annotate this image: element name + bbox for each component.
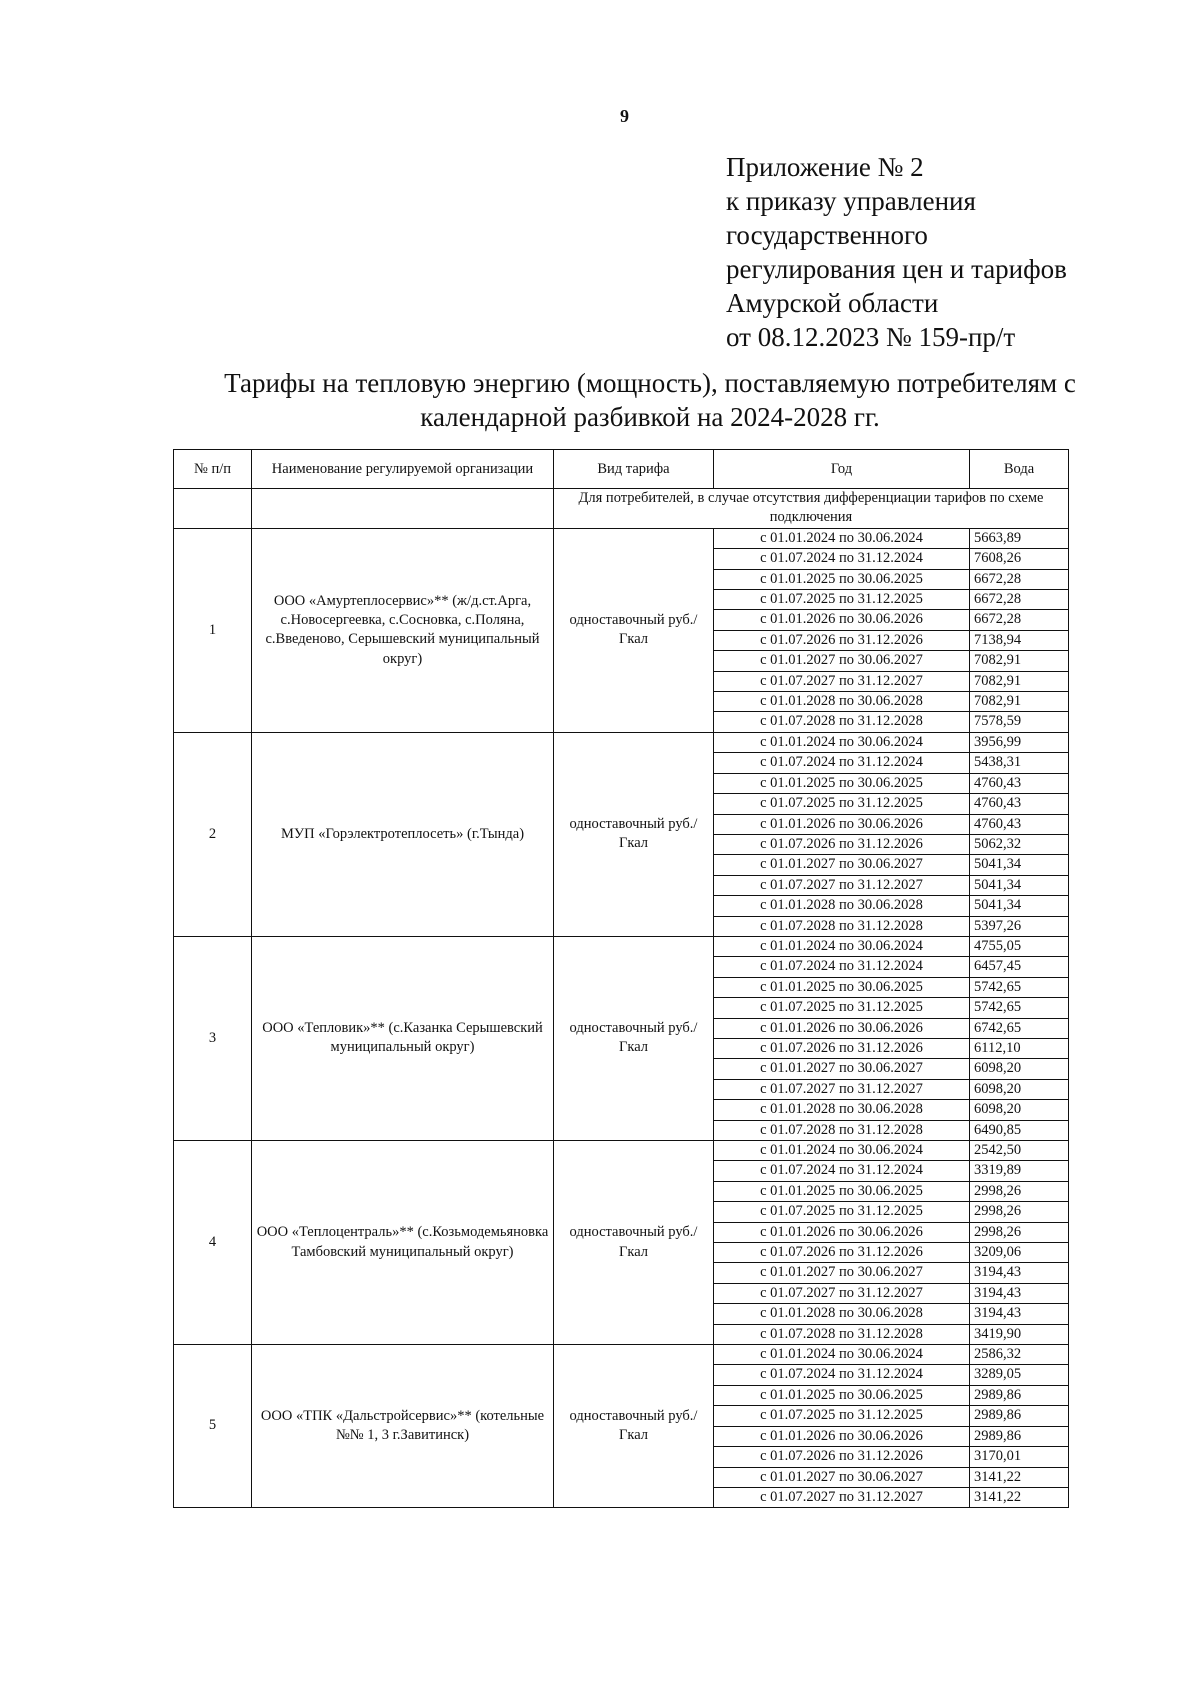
period-cell: с 01.07.2024 по 31.12.2024 — [714, 753, 970, 773]
period-cell: с 01.07.2025 по 31.12.2025 — [714, 794, 970, 814]
water-value-cell: 3141,22 — [970, 1487, 1069, 1507]
appendix-line: государственного — [726, 220, 928, 250]
tariff-type: одноставочный руб./Гкал — [554, 732, 714, 936]
water-value-cell: 3194,43 — [970, 1283, 1069, 1303]
organization-name: МУП «Горэлектротеплосеть» (г.Тында) — [252, 732, 554, 936]
period-cell: с 01.01.2024 по 30.06.2024 — [714, 732, 970, 752]
page-number: 9 — [620, 106, 629, 126]
row-number: 1 — [174, 528, 252, 732]
water-value-cell: 6672,28 — [970, 590, 1069, 610]
period-cell: с 01.01.2024 по 30.06.2024 — [714, 936, 970, 956]
period-cell: с 01.07.2027 по 31.12.2027 — [714, 875, 970, 895]
period-cell: с 01.01.2028 по 30.06.2028 — [714, 1304, 970, 1324]
period-cell: с 01.07.2024 по 31.12.2024 — [714, 1161, 970, 1181]
period-cell: с 01.07.2027 по 31.12.2027 — [714, 1283, 970, 1303]
period-cell: с 01.07.2027 по 31.12.2027 — [714, 671, 970, 691]
table-header-row — [174, 450, 1069, 489]
water-value-cell: 3194,43 — [970, 1263, 1069, 1283]
water-value-cell: 6490,85 — [970, 1120, 1069, 1140]
water-value-cell: 5742,65 — [970, 998, 1069, 1018]
period-cell: с 01.01.2024 по 30.06.2024 — [714, 1141, 970, 1161]
appendix-line: регулирования цен и тарифов — [726, 254, 1067, 284]
water-value-cell: 7082,91 — [970, 651, 1069, 671]
water-value-cell: 3170,01 — [970, 1447, 1069, 1467]
water-value-cell: 5397,26 — [970, 916, 1069, 936]
period-cell: с 01.01.2025 по 30.06.2025 — [714, 1385, 970, 1405]
period-cell: с 01.07.2025 по 31.12.2025 — [714, 1202, 970, 1222]
appendix-line: от 08.12.2023 № 159-пр/т — [726, 322, 1016, 352]
period-cell: с 01.01.2027 по 30.06.2027 — [714, 855, 970, 875]
period-cell: с 01.01.2027 по 30.06.2027 — [714, 1467, 970, 1487]
tariff-type: одноставочный руб./Гкал — [554, 1345, 714, 1508]
period-cell: с 01.01.2027 по 30.06.2027 — [714, 1263, 970, 1283]
table-row — [174, 732, 1069, 752]
period-cell: с 01.07.2027 по 31.12.2027 — [714, 1487, 970, 1507]
water-value-cell: 3194,43 — [970, 1304, 1069, 1324]
water-value-cell: 6112,10 — [970, 1038, 1069, 1058]
water-value-cell: 7138,94 — [970, 630, 1069, 650]
water-value-cell: 2586,32 — [970, 1345, 1069, 1365]
water-value-cell: 5041,34 — [970, 896, 1069, 916]
period-cell: с 01.07.2024 по 31.12.2024 — [714, 1365, 970, 1385]
water-value-cell: 7082,91 — [970, 692, 1069, 712]
water-value-cell: 3419,90 — [970, 1324, 1069, 1344]
note-spacer — [174, 489, 252, 529]
period-cell: с 01.01.2025 по 30.06.2025 — [714, 977, 970, 997]
water-value-cell: 7082,91 — [970, 671, 1069, 691]
organization-name: ООО «Амуртеплосервис»** (ж/д.ст.Арга, с.Новосергеевка, с.Сосновка, с.Поляна, с.Введеново, Серышевский муниципальный округ) — [252, 528, 554, 732]
water-value-cell: 3289,05 — [970, 1365, 1069, 1385]
water-value-cell: 3209,06 — [970, 1243, 1069, 1263]
period-cell: с 01.01.2024 по 30.06.2024 — [714, 1345, 970, 1365]
period-cell: с 01.07.2025 по 31.12.2025 — [714, 998, 970, 1018]
water-value-cell: 3956,99 — [970, 732, 1069, 752]
tariff-type: одноставочный руб./Гкал — [554, 528, 714, 732]
row-number: 2 — [174, 732, 252, 936]
note-spacer — [252, 489, 554, 529]
water-value-cell: 5062,32 — [970, 834, 1069, 854]
water-value-cell: 4760,43 — [970, 794, 1069, 814]
period-cell: с 01.07.2028 по 31.12.2028 — [714, 1324, 970, 1344]
water-value-cell: 5041,34 — [970, 855, 1069, 875]
header-num: № п/п — [174, 450, 252, 489]
organization-name: ООО «ТПК «Дальстройсервис»** (котельные №№ 1, 3 г.Завитинск) — [252, 1345, 554, 1508]
period-cell: с 01.07.2026 по 31.12.2026 — [714, 1447, 970, 1467]
period-cell: с 01.01.2028 по 30.06.2028 — [714, 1100, 970, 1120]
water-value-cell: 2998,26 — [970, 1222, 1069, 1242]
table-row — [174, 936, 1069, 956]
water-value-cell: 6742,65 — [970, 1018, 1069, 1038]
tariff-type: одноставочный руб./Гкал — [554, 1141, 714, 1345]
appendix-line: Амурской области — [726, 288, 939, 318]
period-cell: с 01.07.2025 по 31.12.2025 — [714, 590, 970, 610]
table-row — [174, 1141, 1069, 1161]
water-value-cell: 4755,05 — [970, 936, 1069, 956]
table-row — [174, 528, 1069, 548]
period-cell: с 01.01.2027 по 30.06.2027 — [714, 1059, 970, 1079]
period-cell: с 01.07.2028 по 31.12.2028 — [714, 712, 970, 732]
water-value-cell: 5742,65 — [970, 977, 1069, 997]
period-cell: с 01.07.2026 по 31.12.2026 — [714, 1038, 970, 1058]
table-row — [174, 1345, 1069, 1365]
water-value-cell: 3141,22 — [970, 1467, 1069, 1487]
header-tariff-type: Вид тарифа — [554, 450, 714, 489]
water-value-cell: 7608,26 — [970, 549, 1069, 569]
water-value-cell: 5438,31 — [970, 753, 1069, 773]
appendix-line: к приказу управления — [726, 186, 976, 216]
water-value-cell: 6672,28 — [970, 610, 1069, 630]
period-cell: с 01.07.2026 по 31.12.2026 — [714, 630, 970, 650]
water-value-cell: 5663,89 — [970, 528, 1069, 548]
period-cell: с 01.01.2027 по 30.06.2027 — [714, 651, 970, 671]
period-cell: с 01.07.2025 по 31.12.2025 — [714, 1406, 970, 1426]
period-cell: с 01.01.2025 по 30.06.2025 — [714, 569, 970, 589]
water-value-cell: 6672,28 — [970, 569, 1069, 589]
period-cell: с 01.07.2026 по 31.12.2026 — [714, 1243, 970, 1263]
water-value-cell: 2542,50 — [970, 1141, 1069, 1161]
period-cell: с 01.07.2024 по 31.12.2024 — [714, 549, 970, 569]
period-cell: с 01.07.2028 по 31.12.2028 — [714, 916, 970, 936]
water-value-cell: 2998,26 — [970, 1181, 1069, 1201]
water-value-cell: 2998,26 — [970, 1202, 1069, 1222]
tariff-table — [173, 449, 1069, 1508]
table-note: Для потребителей, в случае отсутствия дифференциации тарифов по схеме подключения — [554, 489, 1069, 529]
period-cell: с 01.07.2024 по 31.12.2024 — [714, 957, 970, 977]
water-value-cell: 6457,45 — [970, 957, 1069, 977]
water-value-cell: 2989,86 — [970, 1426, 1069, 1446]
period-cell: с 01.01.2028 по 30.06.2028 — [714, 692, 970, 712]
organization-name: ООО «Теплоцентраль»** (с.Козьмодемьяновка Тамбовский муниципальный округ) — [252, 1141, 554, 1345]
organization-name: ООО «Тепловик»** (с.Казанка Серышевский муниципальный округ) — [252, 936, 554, 1140]
period-cell: с 01.07.2026 по 31.12.2026 — [714, 834, 970, 854]
period-cell: с 01.01.2026 по 30.06.2026 — [714, 814, 970, 834]
period-cell: с 01.01.2026 по 30.06.2026 — [714, 1222, 970, 1242]
period-cell: с 01.07.2027 по 31.12.2027 — [714, 1079, 970, 1099]
period-cell: с 01.01.2025 по 30.06.2025 — [714, 1181, 970, 1201]
header-org: Наименование регулируемой организации — [252, 450, 554, 489]
water-value-cell: 5041,34 — [970, 875, 1069, 895]
row-number: 3 — [174, 936, 252, 1140]
row-number: 4 — [174, 1141, 252, 1345]
period-cell: с 01.01.2026 по 30.06.2026 — [714, 1018, 970, 1038]
period-cell: с 01.01.2028 по 30.06.2028 — [714, 896, 970, 916]
water-value-cell: 6098,20 — [970, 1059, 1069, 1079]
tariff-type: одноставочный руб./Гкал — [554, 936, 714, 1140]
period-cell: с 01.07.2028 по 31.12.2028 — [714, 1120, 970, 1140]
document-title: Тарифы на тепловую энергию (мощность), поставляемую потребителям с календарной разбивкой на 2024-2028 гг. — [224, 368, 1076, 432]
appendix-line: Приложение № 2 — [726, 152, 924, 182]
water-value-cell: 2989,86 — [970, 1385, 1069, 1405]
water-value-cell: 4760,43 — [970, 814, 1069, 834]
water-value-cell: 4760,43 — [970, 773, 1069, 793]
header-water: Вода — [970, 450, 1069, 489]
period-cell: с 01.01.2026 по 30.06.2026 — [714, 610, 970, 630]
table-body — [174, 528, 1069, 1508]
water-value-cell: 6098,20 — [970, 1079, 1069, 1099]
water-value-cell: 6098,20 — [970, 1100, 1069, 1120]
row-number: 5 — [174, 1345, 252, 1508]
period-cell: с 01.01.2025 по 30.06.2025 — [714, 773, 970, 793]
period-cell: с 01.01.2026 по 30.06.2026 — [714, 1426, 970, 1446]
period-cell: с 01.01.2024 по 30.06.2024 — [714, 528, 970, 548]
header-year: Год — [714, 450, 970, 489]
water-value-cell: 2989,86 — [970, 1406, 1069, 1426]
water-value-cell: 7578,59 — [970, 712, 1069, 732]
water-value-cell: 3319,89 — [970, 1161, 1069, 1181]
appendix-header — [726, 150, 1067, 354]
table-note-row — [174, 489, 1069, 529]
